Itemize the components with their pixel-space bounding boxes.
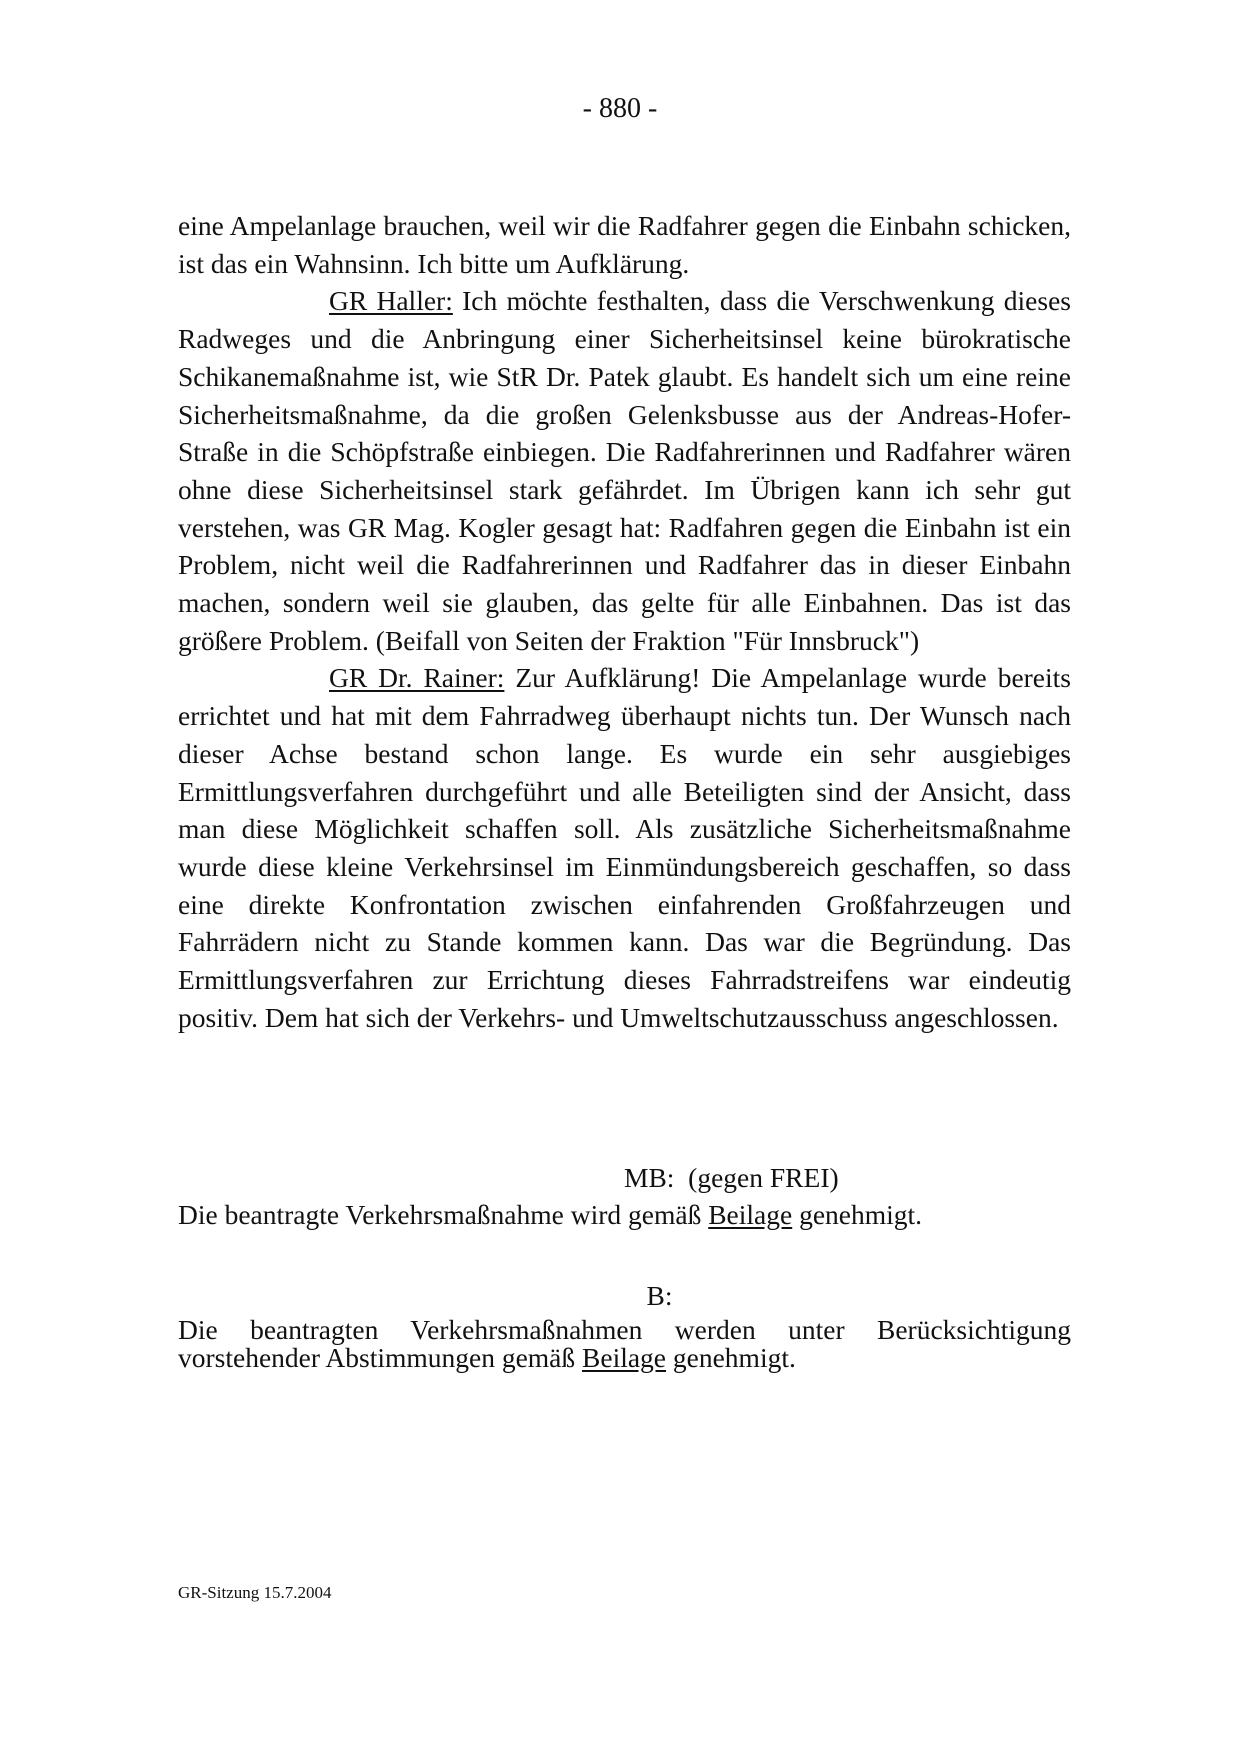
- b-text-after: genehmigt.: [666, 1342, 796, 1373]
- page-number: - 880 -: [582, 93, 658, 124]
- mb-resolution: [178, 1196, 1071, 1233]
- paragraph-text: Ich möchte festhalten, dass die Verschwenkung dieses Radweges und die Anbringung einer Sicherheitsinsel keine bürokratische Schikanemaßnahme ist, wie StR Dr. Patek glaubt. Es handelt sich um eine reine Sicherheitsmaßnahme, da die großen Gelenksbusse aus der Andreas-Hofer-Straße in die Schöpfstraße einbiegen. Die Radfahrerinnen und Radfahrer wären ohne diese Sicherheitsinsel stark gefährdet. Im Übrigen kann ich sehr gut verstehen, was GR Mag. Kogler gesagt hat: Radfahren gegen die Einbahn ist ein Problem, nicht weil die Radfahrerinnen und Radfahrer das in dieser Einbahn machen, sondern weil sie glauben, das gelte für alle Einbahnen. Das ist das größere Problem. (Beifall von Seiten der Fraktion "Für Innsbruck"): [178, 285, 1071, 656]
- b-heading: B:: [646, 1280, 673, 1311]
- mb-beilage-reference: Beilage: [708, 1199, 793, 1230]
- speaker-name: GR Haller:: [329, 285, 453, 317]
- mb-heading: MB: (gegen FREI): [624, 1162, 839, 1193]
- footer-session-date: GR-Sitzung 15.7.2004: [178, 1583, 332, 1602]
- paragraph-gr-haller: [178, 282, 1071, 659]
- b-resolution: [178, 1316, 1071, 1372]
- mb-text-before: Die beantragte Verkehrsmaßnahme wird gemäß: [178, 1199, 709, 1230]
- b-beilage-reference: Beilage: [582, 1342, 667, 1373]
- mb-text-after: genehmigt.: [792, 1199, 923, 1230]
- paragraph-continuation: [178, 207, 1071, 282]
- speaker-name: GR Dr. Rainer:: [329, 662, 505, 694]
- paragraph-text: Zur Aufklärung! Die Ampelanlage wurde bereits errichtet und hat mit dem Fahrradweg überhaupt nichts tun. Der Wunsch nach dieser Achse bestand schon lange. Es wurde ein sehr ausgiebiges Ermittlungsverfahren durchgeführt und alle Beteiligten sind der Ansicht, dass man diese Möglichkeit schaffen soll. Als zusätzliche Sicherheitsmaßnahme wurde diese kleine Verkehrsinsel im Einmündungsbereich geschaffen, so dass eine direkte Konfrontation zwischen einfahrenden Großfahrzeugen und Fahrrädern nicht zu Stande kommen kann. Das war die Begründung. Das Ermittlungsverfahren zur Errichtung dieses Fahrradstreifens war eindeutig positiv. Dem hat sich der Verkehrs- und Umweltschutzausschuss angeschlossen.: [178, 662, 1071, 1033]
- b-text-before: Die beantragten Verkehrsmaßnahmen werden unter Berücksichtigung vorstehender Abstimmungen gemäß: [178, 1314, 1071, 1373]
- paragraph-text: eine Ampelanlage brauchen, weil wir die Radfahrer gegen die Einbahn schicken, ist das ein Wahnsinn. Ich bitte um Aufklärung.: [178, 210, 1071, 279]
- paragraph-gr-rainer: [178, 659, 1071, 1036]
- protocol-body: [178, 207, 1071, 1036]
